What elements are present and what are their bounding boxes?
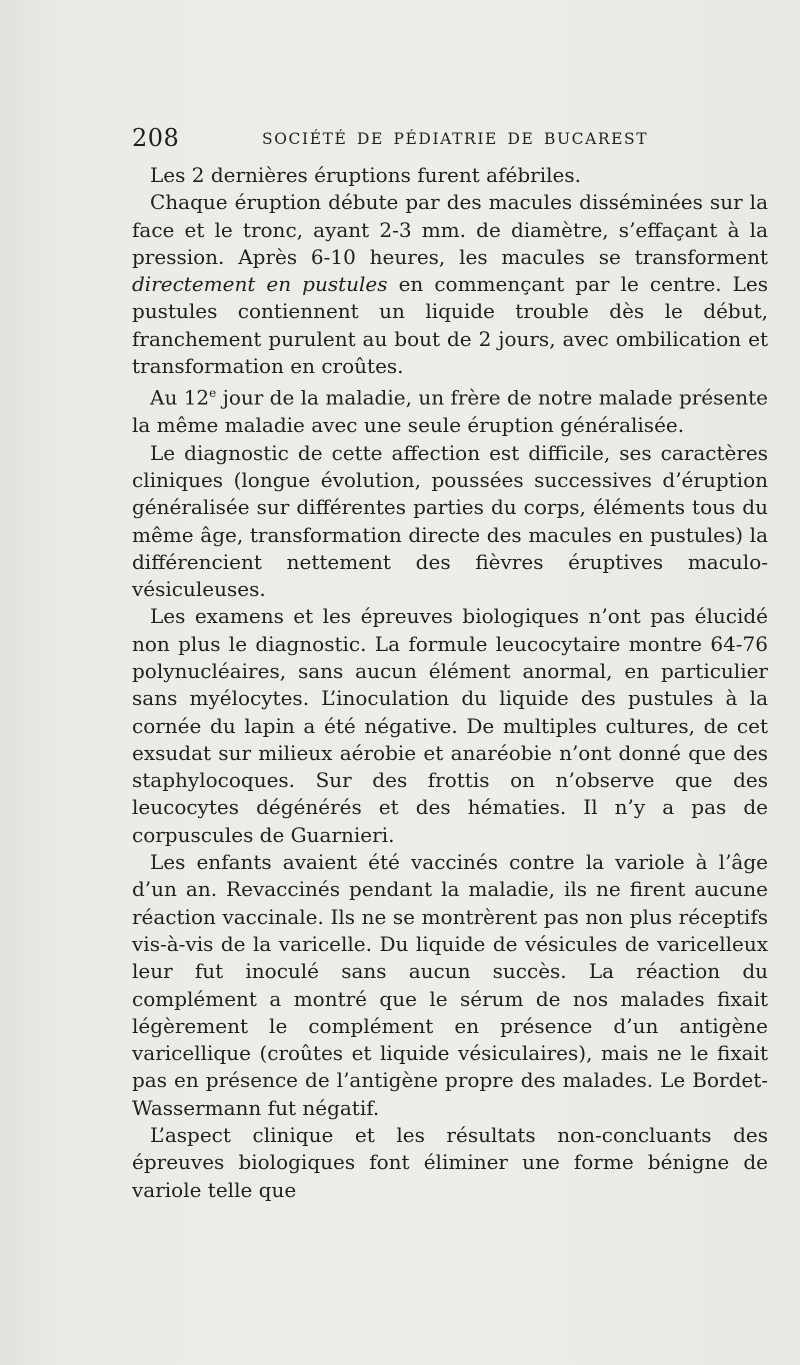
paragraph-4: Le diagnostic de cette affection est difficile, ses caractères cliniques (longue évolution, poussées successives d’éruption généralisée sur différentes parties du corps, éléments tous du même âge, transformation directe des macules en pustules) la différencient nettement des fièvres éruptives maculo-vésiculeuses.: [132, 440, 768, 602]
paragraph-3-text-b: jour de la maladie, un frère de notre malade présente la même maladie avec une seule éruption généralisée.: [132, 386, 768, 438]
paragraph-3: [132, 380, 768, 439]
paragraph-2: [132, 189, 768, 380]
page-number: 208: [132, 124, 180, 152]
body-text: [132, 162, 768, 1204]
paragraph-5: Les examens et les épreuves biologiques n’ont pas élucidé non plus le diagnostic. La formule leucocytaire montre 64-76 polynucléaires, sans aucun élément anormal, en particulier sans myélocytes. L’inoculation du liquide des pustules à la cornée du lapin a été négative. De multiples cultures, de cet exsudat sur milieux aérobie et anaréobie n’ont donné que des staphylocoques. Sur des frottis on n’observe que des leucocytes dégénérés et des hématies. Il n’y a pas de corpuscules de Guarnieri.: [132, 604, 768, 847]
paragraph-3-text-a: Au 12: [150, 386, 210, 411]
page-header: [132, 124, 768, 156]
paragraph-1: Les 2 dernières éruptions furent afébriles.: [150, 163, 581, 187]
paragraph-2-text-a: Chaque éruption débute par des macules disséminées sur la face et le tronc, ayant 2-3 mm. de diamètre, s’effaçant à la pression. Après 6-10 heures, les macules se transforment: [132, 190, 768, 269]
paragraph-2-text-c: en commençant par le centre. Les pustules contiennent un liquide trouble dès le début, franchement purulent au bout de 2 jours, avec ombilication et transformation en croûtes.: [132, 272, 769, 379]
running-head: SOCIÉTÉ DE PÉDIATRIE DE BUCAREST: [262, 130, 649, 148]
paragraph-3-superscript: e: [209, 386, 217, 401]
paragraph-6: Les enfants avaient été vaccinés contre la variole à l’âge d’un an. Revaccinés pendant la maladie, ils ne firent aucune réaction vaccinale. Ils ne se montrèrent pas non plus réceptifs vis-à-vis de la varicelle. Du liquide de vésicules de varicelleux leur fut inoculé sans aucun succès. La réaction du complément a montré que le sérum de nos malades fixait légèrement le complément en présence d’un antigène varicellique (croûtes et liquide vésiculaires), mais ne le fixait pas en présence de l’antigène propre des malades. Le Bordet-Wassermann fut négatif.: [132, 850, 768, 1120]
paragraph-2-italic: directement en pustules: [132, 272, 388, 297]
paragraph-7: L’aspect clinique et les résultats non-concluants des épreuves biologiques font éliminer une forme bénigne de variole telle que: [132, 1123, 768, 1202]
